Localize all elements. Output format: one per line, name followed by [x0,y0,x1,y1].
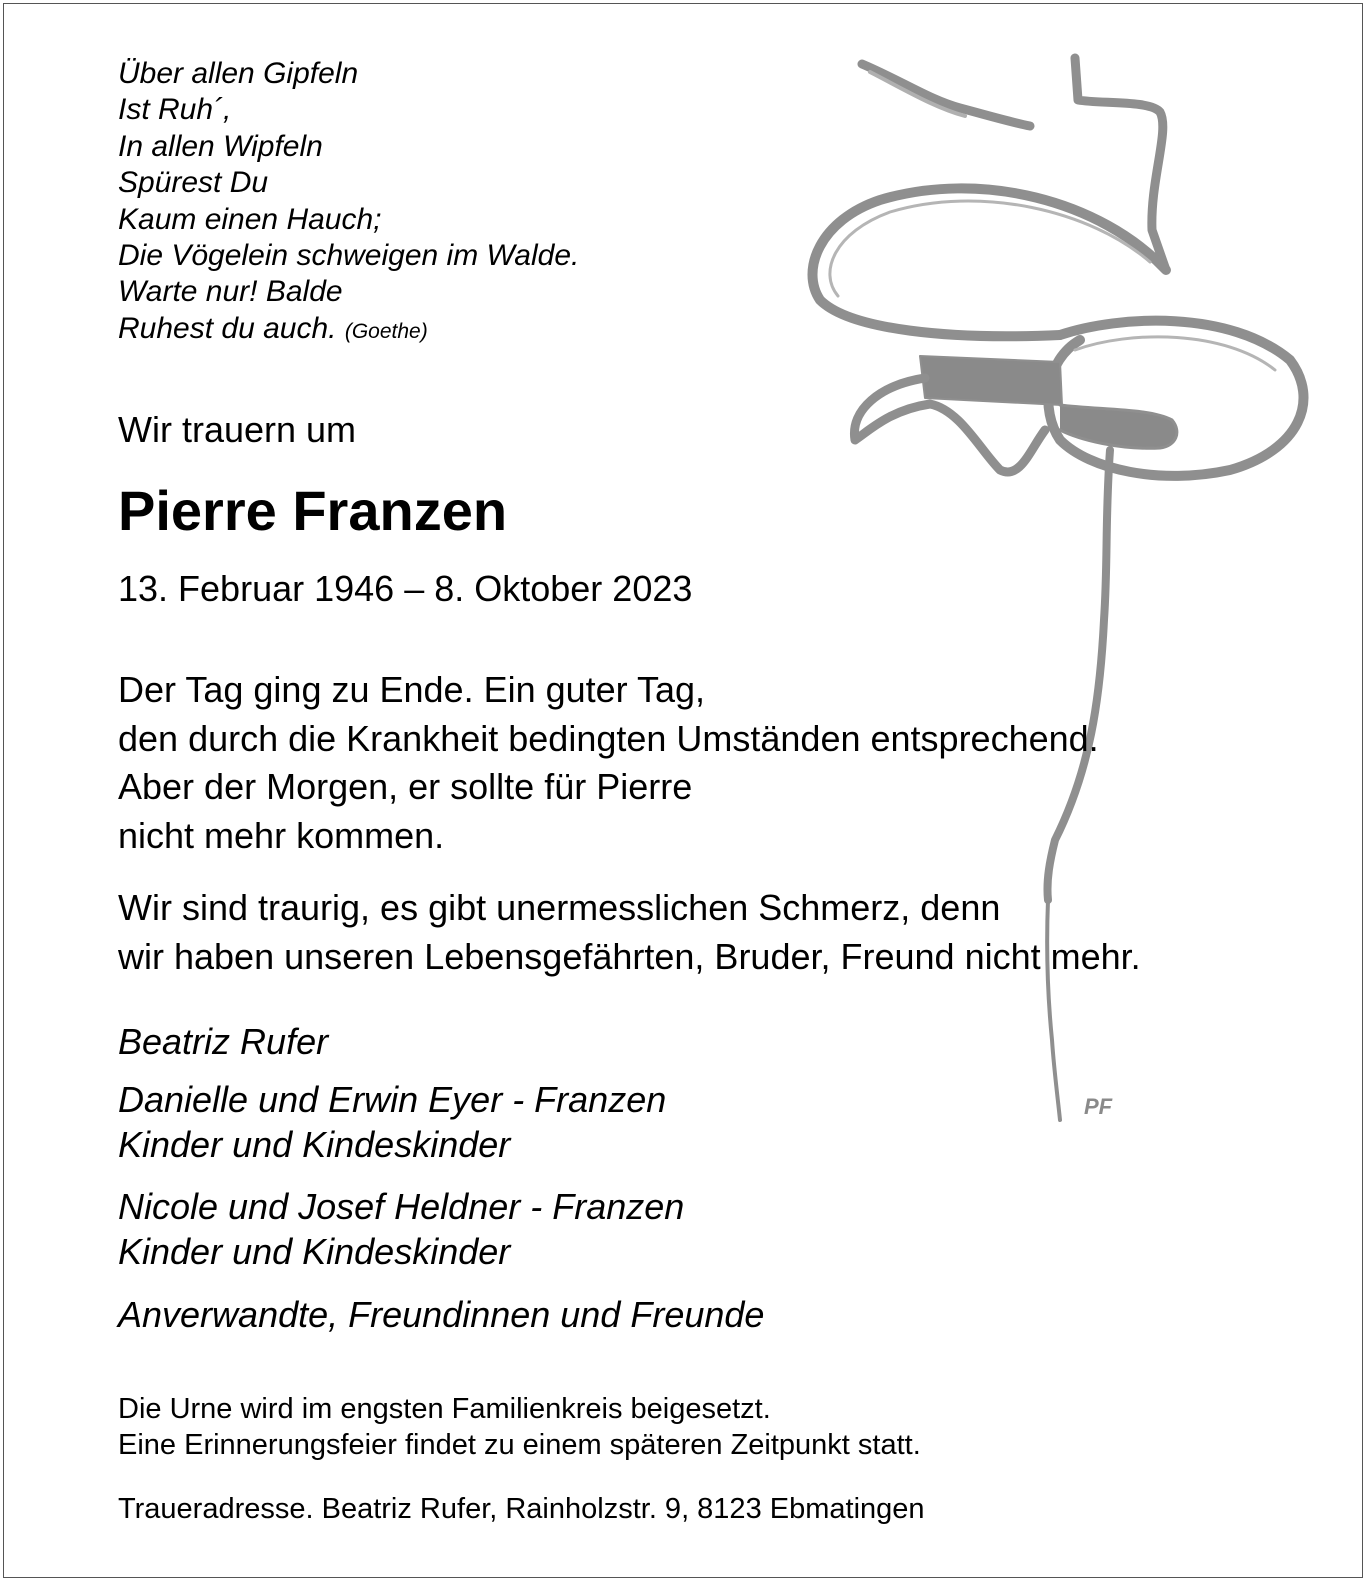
paragraph-line: Wir sind traurig, es gibt unermesslichen Schmerz, denn [118,887,1001,928]
poem-line-last [118,311,579,350]
family-line: Nicole und Josef Heldner - Franzen [118,1186,685,1227]
poem-line: Die Vögelein schweigen im Walde. [118,239,580,273]
paragraph-line: nicht mehr kommen. [118,814,445,856]
intro-text: Wir trauern um [118,409,357,450]
family-group-4 [118,1292,764,1337]
family-line: Anverwandte, Freundinnen und Freunde [118,1294,765,1335]
artist-signature: PF [1084,1094,1113,1119]
poem-line: In allen Wipfeln [118,129,323,163]
paragraph-line: Der Tag ging zu Ende. Ein guter Tag, [118,669,706,710]
poem-line: Ist Ruh´, [118,93,232,127]
poem-line: Spürest Du [118,166,269,200]
paragraph-line: Aber der Morgen, er sollte für Pierre [118,766,693,807]
paragraph-1 [118,666,1099,860]
deceased-name: Pierre Franzen [118,479,508,542]
family-line: Kinder und Kindeskinder [118,1231,511,1272]
notice-line: Die Urne wird im engsten Familienkreis beigesetzt. [118,1393,771,1425]
family-line: Kinder und Kindeskinder [118,1124,511,1165]
paragraph-2 [118,884,1141,981]
mourning-address: Traueradresse. Beatriz Rufer, Rainholzstr. 9, 8123 Ebmatingen [118,1493,925,1525]
poem-line: Über allen Gipfeln [118,57,359,90]
family-line: Danielle und Erwin Eyer - Franzen [118,1079,667,1120]
poem-line: Kaum einen Hauch; [118,202,382,236]
paragraph-line: wir haben unseren Lebensgefährten, Bruder, Freund nicht mehr. [118,935,1141,977]
poem-line-text: Ruhest du auch. [118,311,337,345]
poem-author: (Goethe) [344,319,428,343]
poem-line: Warte nur! Balde [118,275,343,309]
life-dates: 13. Februar 1946 – 8. Oktober 2023 [118,568,693,609]
paragraph-line: den durch die Krankheit bedingten Umständen entsprechend. [118,717,1099,759]
poem [118,56,579,350]
family-group-1 [118,1019,328,1064]
family-group-2 [118,1077,666,1167]
family-group-3 [118,1184,684,1274]
notice-line: Eine Erinnerungsfeier findet zu einem späteren Zeitpunkt statt. [118,1429,921,1461]
family-line: Beatriz Rufer [118,1021,329,1062]
burial-notice [118,1391,921,1463]
